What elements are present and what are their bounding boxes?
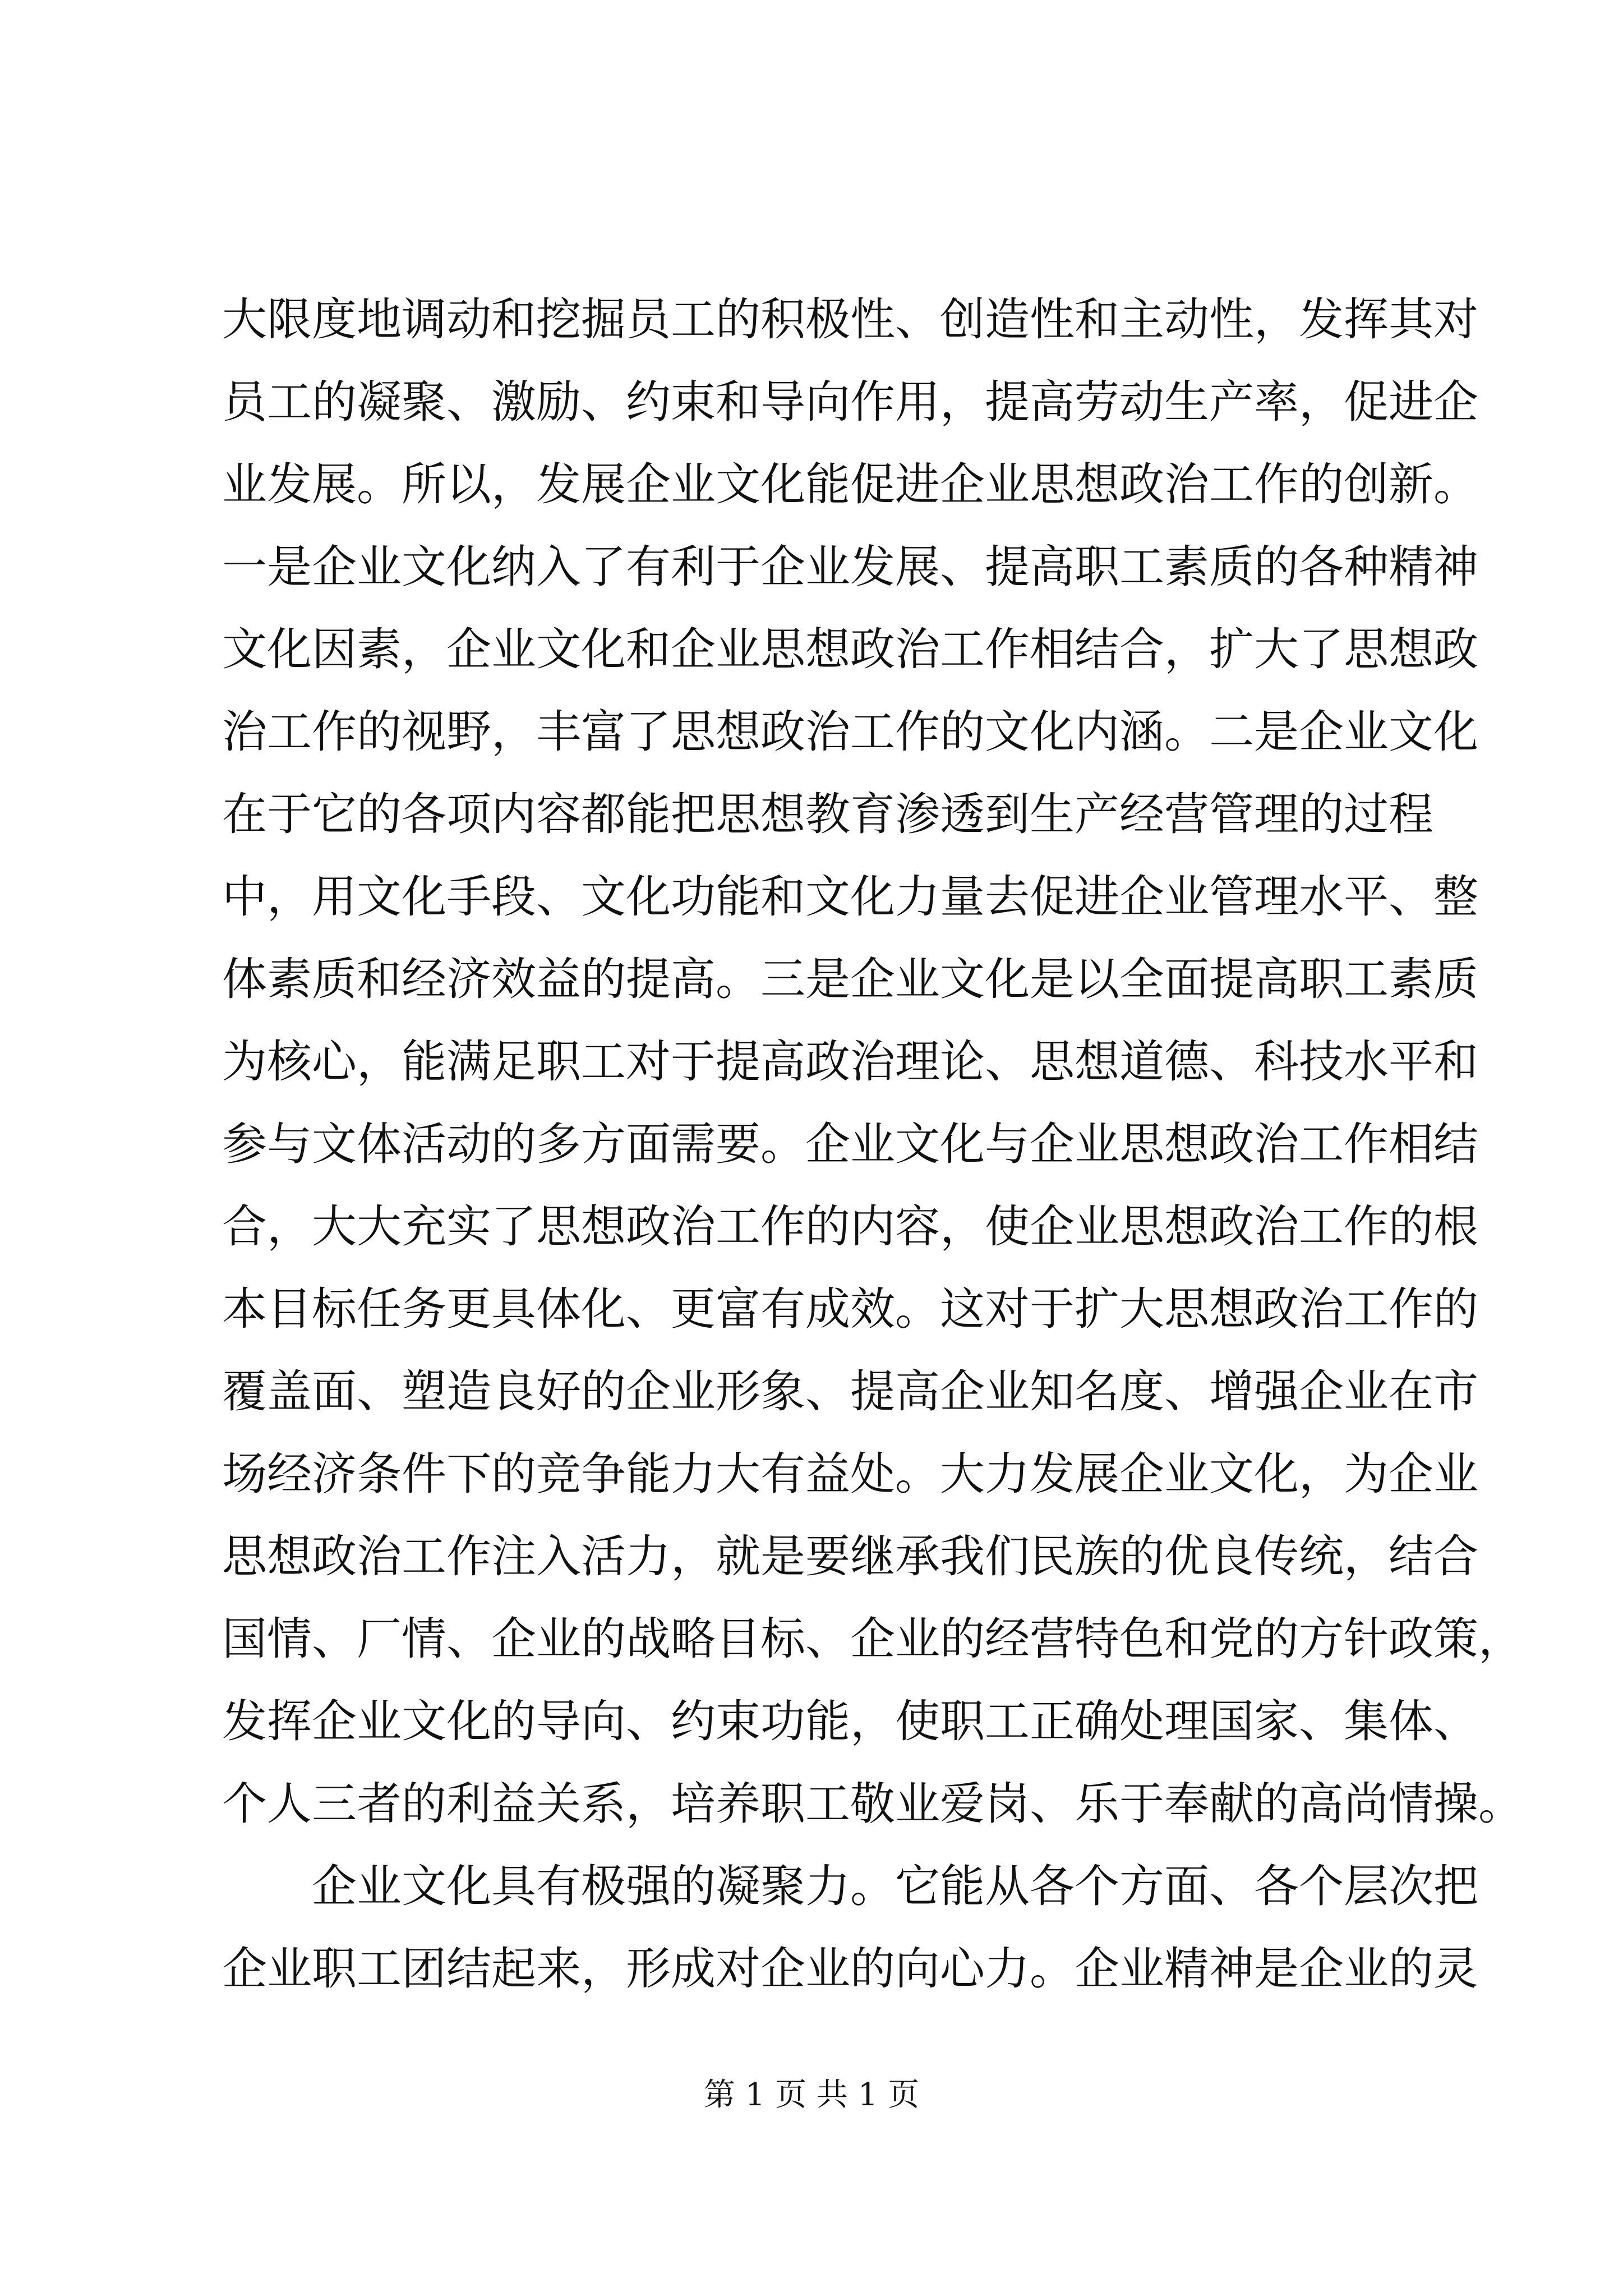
text-line: 员工的凝聚、激励、约束和导向作用，提高劳动生产率，促进企 <box>222 376 1478 428</box>
text-line: 覆盖面、塑造良好的企业形象、提高企业知名度、增强企业在市 <box>222 1365 1478 1418</box>
text-line: 参与文体活动的多方面需要。企业文化与企业思想政治工作相结 <box>222 1118 1478 1170</box>
text-line: 大限度地调动和挖掘员工的积极性、创造性和主动性，发挥其对 <box>222 293 1478 346</box>
text-line: 发挥企业文化的导向、约束功能，使职工正确处理国家、集体、 <box>222 1695 1478 1747</box>
text-line: 场经济条件下的竞争能力大有益处。大力发展企业文化，为企业 <box>222 1448 1478 1500</box>
body-text <box>222 278 1523 2010</box>
text-line: 本目标任务更具体化、更富有成效。这对于扩大思想政治工作的 <box>222 1283 1478 1335</box>
text-line: 业发展。所以，发展企业文化能促进企业思想政治工作的创新。 <box>222 458 1478 510</box>
text-line: 一是企业文化纳入了有利于企业发展、提高职工素质的各种精神 <box>222 541 1478 593</box>
text-line: 国情、厂情、企业的战略目标、企业的经营特色和党的方针政策， <box>222 1613 1523 1665</box>
text-line: 个人三者的利益关系，培养职工敬业爱岗、乐于奉献的高尚情操。 <box>222 1778 1523 1830</box>
text-line: 合，大大充实了思想政治工作的内容，使企业思想政治工作的根 <box>222 1200 1478 1253</box>
text-line: 治工作的视野，丰富了思想政治工作的文化内涵。二是企业文化 <box>222 706 1478 758</box>
text-line: 思想政治工作注入活力，就是要继承我们民族的优良传统，结合 <box>222 1530 1478 1582</box>
text-line: 在于它的各项内容都能把思想教育渗透到生产经营管理的过程 <box>222 788 1433 840</box>
text-line: 体素质和经济效益的提高。三是企业文化是以全面提高职工素质 <box>222 953 1478 1005</box>
text-line: 企业职工团结起来，形成对企业的向心力。企业精神是企业的灵 <box>222 1943 1478 1995</box>
page-number-footer: 第 1 页 共 1 页 <box>703 2077 920 2113</box>
text-line: 为核心，能满足职工对于提高政治理论、思想道德、科技水平和 <box>222 1036 1478 1088</box>
paragraph-first-line: 企业文化具有极强的凝聚力。它能从各个方面、各个层次把 <box>312 1860 1478 1912</box>
text-line: 文化因素，企业文化和企业思想政治工作相结合，扩大了思想政 <box>222 623 1478 675</box>
text-line: 中，用文化手段、文化功能和文化力量去促进企业管理水平、整 <box>222 871 1478 923</box>
